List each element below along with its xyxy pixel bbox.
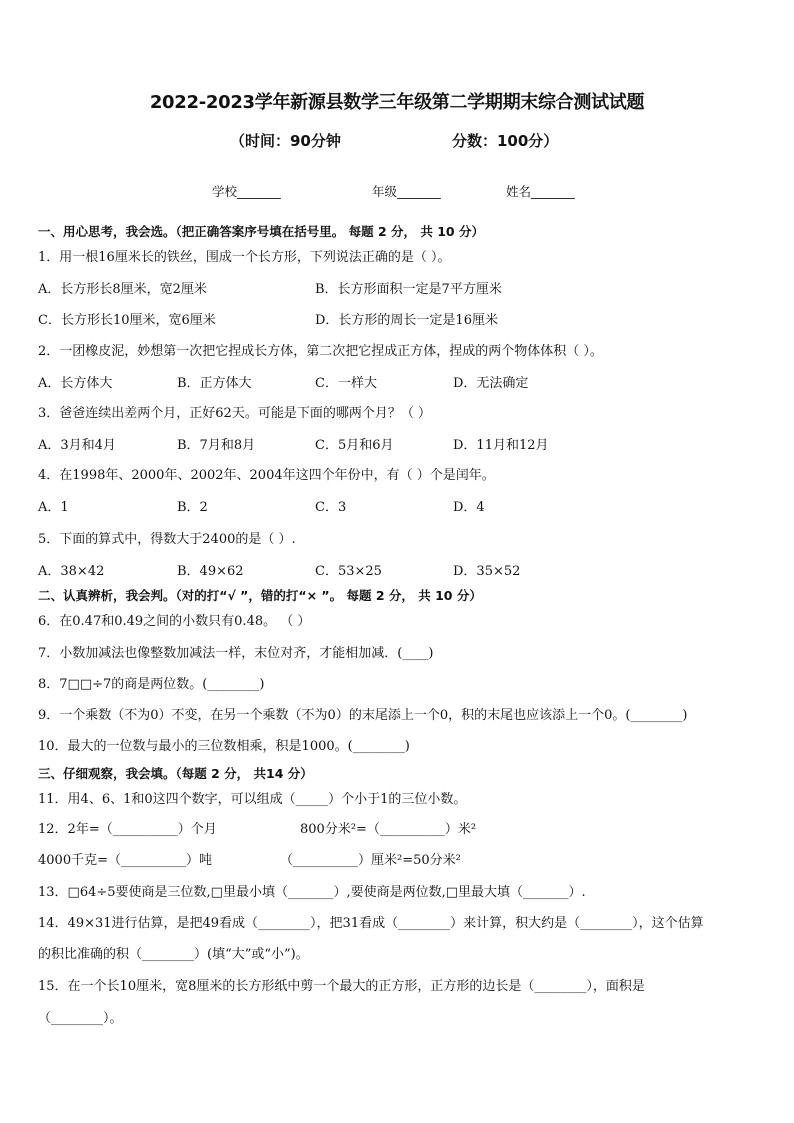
question-3: 3．爸爸连续出差两个月，正好62天。可能是下面的哪两个月？（ ） — [38, 406, 431, 421]
q3-option-c: C．5月和6月 — [315, 438, 394, 453]
q1-option-c: C．长方形长10厘米，宽6厘米 — [38, 313, 216, 328]
question-5: 5．下面的算式中，得数大于2400的是（ ）. — [38, 532, 296, 547]
question-7: 7．小数加减法也像整数加减法一样，末位对齐，才能相加减．(____) — [38, 646, 434, 661]
question-11: 11．用4、6、1和0这四个数字，可以组成（_____）个小于1的三位小数。 — [38, 792, 467, 807]
question-4: 4．在1998年、2000年、2002年、2004年这四个年份中，有（ ）个是闰年。 — [38, 468, 495, 483]
q3-option-b: B．7月和8月 — [177, 438, 256, 453]
section-1-heading: 一、用心思考，我会选。（把正确答案序号填在括号里。 每题 2 分， 共 10 分） — [38, 224, 484, 239]
q5-option-a: A．38×42 — [38, 564, 105, 579]
section-3-heading: 三、仔细观察，我会填。（每题 2 分， 共14 分） — [38, 766, 313, 781]
school-field: 学校_______ — [212, 184, 281, 199]
q3-option-d: D．11月和12月 — [453, 438, 549, 453]
question-9: 9．一个乘数（不为0）不变，在另一个乘数（不为0）的末尾添上一个0，积的末尾也应该添上一个0。(________) — [38, 708, 688, 723]
q2-option-c: C．一样大 — [315, 376, 377, 391]
q5-option-d: D．35×52 — [453, 564, 521, 579]
question-6: 6．在0.47和0.49之间的小数只有0.48。 （ ） — [38, 614, 311, 629]
q5-option-b: B．49×62 — [177, 564, 244, 579]
q4-option-b: B．2 — [177, 500, 208, 515]
name-field: 姓名_______ — [506, 184, 575, 199]
q2-option-a: A．长方体大 — [38, 376, 113, 391]
question-12-part-2: 800分米²=（__________）米² — [300, 822, 477, 837]
question-13: 13．□64÷5要使商是三位数,□里最小填（_______）,要使商是两位数,□里最大填（_______）. — [38, 885, 586, 900]
question-10: 10．最大的一位数与最小的三位数相乘，积是1000。(________) — [38, 739, 410, 754]
q4-option-d: D．4 — [453, 500, 485, 515]
q2-option-b: B．正方体大 — [177, 376, 252, 391]
exam-title: 2022-2023学年新源县数学三年级第二学期期末综合测试试题 — [149, 92, 645, 113]
question-14-line-1: 14．49×31进行估算，是把49看成（________），把31看成（________）来计算，积大约是（________），这个估算 — [38, 916, 704, 931]
grade-field: 年级_______ — [372, 184, 441, 199]
question-12-part-4: （__________）厘米²=50分米² — [280, 853, 461, 868]
question-15-line-1: 15．在一个长10厘米，宽8厘米的长方形纸中剪一个最大的正方形，正方形的边长是（________），面积是 — [38, 979, 645, 994]
q1-option-a: A．长方形长8厘米，宽2厘米 — [38, 282, 207, 297]
q1-option-b: B．长方形面积一定是7平方厘米 — [315, 282, 502, 297]
q1-option-d: D．长方形的周长一定是16厘米 — [315, 313, 498, 328]
q3-option-a: A．3月和4月 — [38, 438, 116, 453]
q4-option-a: A．1 — [38, 500, 69, 515]
question-12-part-3: 4000千克=（__________）吨 — [38, 853, 212, 868]
q4-option-c: C．3 — [315, 500, 347, 515]
question-1: 1．用一根16厘米长的铁丝，围成一个长方形，下列说法正确的是（ ）。 — [38, 250, 451, 265]
question-8: 8．7□□÷7的商是两位数。(________) — [38, 677, 265, 692]
question-15-line-2: （________）。 — [38, 1011, 123, 1026]
question-12-part-1: 12．2年=（__________）个月 — [38, 822, 217, 837]
exam-score: 分数：100分） — [452, 132, 559, 150]
q5-option-c: C．53×25 — [315, 564, 382, 579]
section-2-heading: 二、认真辨析，我会判。（对的打“√ ”，错的打“× ”。 每题 2 分， 共 10 分） — [38, 588, 482, 603]
q2-option-d: D．无法确定 — [453, 376, 529, 391]
question-14-line-2: 的积比准确的积（________）(填“大”或“小”)。 — [38, 947, 309, 962]
exam-time: （时间：90分钟 — [230, 132, 341, 150]
question-2: 2．一团橡皮泥，妙想第一次把它捏成长方体，第二次把它捏成正方体，捏成的两个物体体积（ ）。 — [38, 344, 603, 359]
